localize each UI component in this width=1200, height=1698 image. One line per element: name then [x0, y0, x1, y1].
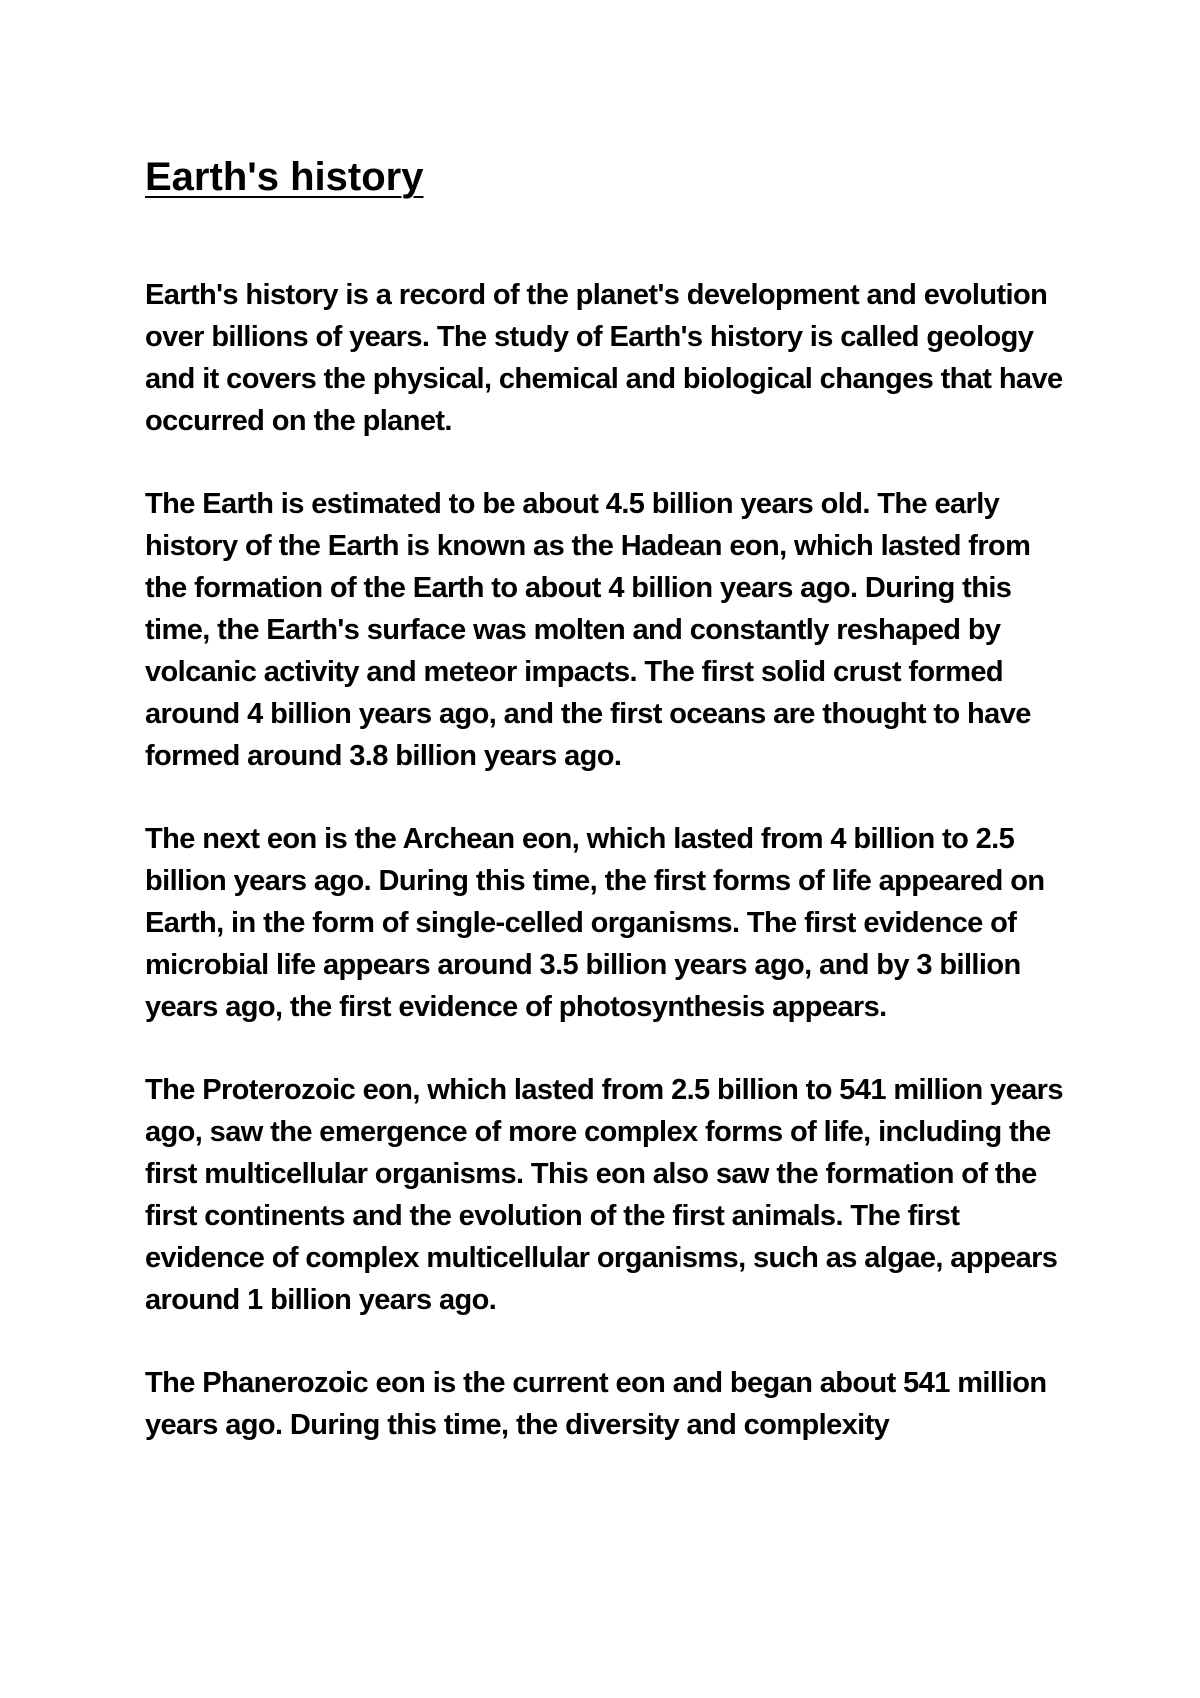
paragraph-phanerozoic: The Phanerozoic eon is the current eon and began about 541 million years ago. During this time, the diversity and complexity [145, 1367, 1047, 1441]
paragraph-hadean: The Earth is estimated to be about 4.5 billion years old. The early history of the Earth is known as the Hadean eon, which lasted from the formation of the Earth to about 4 billion years ago. During this time, the Earth's surface was molten and constantly reshaped by volcanic activity and meteor impacts. The first solid crust formed around 4 billion years ago, and the first oceans are thought to have formed around 3.8 billion years ago. [145, 488, 1031, 772]
paragraph-intro: Earth's history is a record of the planet's development and evolution over billions of years. The study of Earth's history is called geology and it covers the physical, chemical and biological changes that have occurred on the planet. [145, 279, 1063, 437]
paragraph-proterozoic: The Proterozoic eon, which lasted from 2.5 billion to 541 million years ago, saw the emergence of more complex forms of life, including the first multicellular organisms. This eon also saw the formation of the first continents and the evolution of the first animals. The first evidence of complex multicellular organisms, such as algae, appears around 1 billion years ago. [145, 1074, 1063, 1316]
document-title: Earth's history [145, 155, 424, 199]
document-body [145, 150, 1075, 1446]
paragraph-archean: The next eon is the Archean eon, which lasted from 4 billion to 2.5 billion years ago. During this time, the first forms of life appeared on Earth, in the form of single-celled organisms. The first evidence of microbial life appears around 3.5 billion years ago, and by 3 billion years ago, the first evidence of photosynthesis appears. [145, 823, 1045, 1023]
